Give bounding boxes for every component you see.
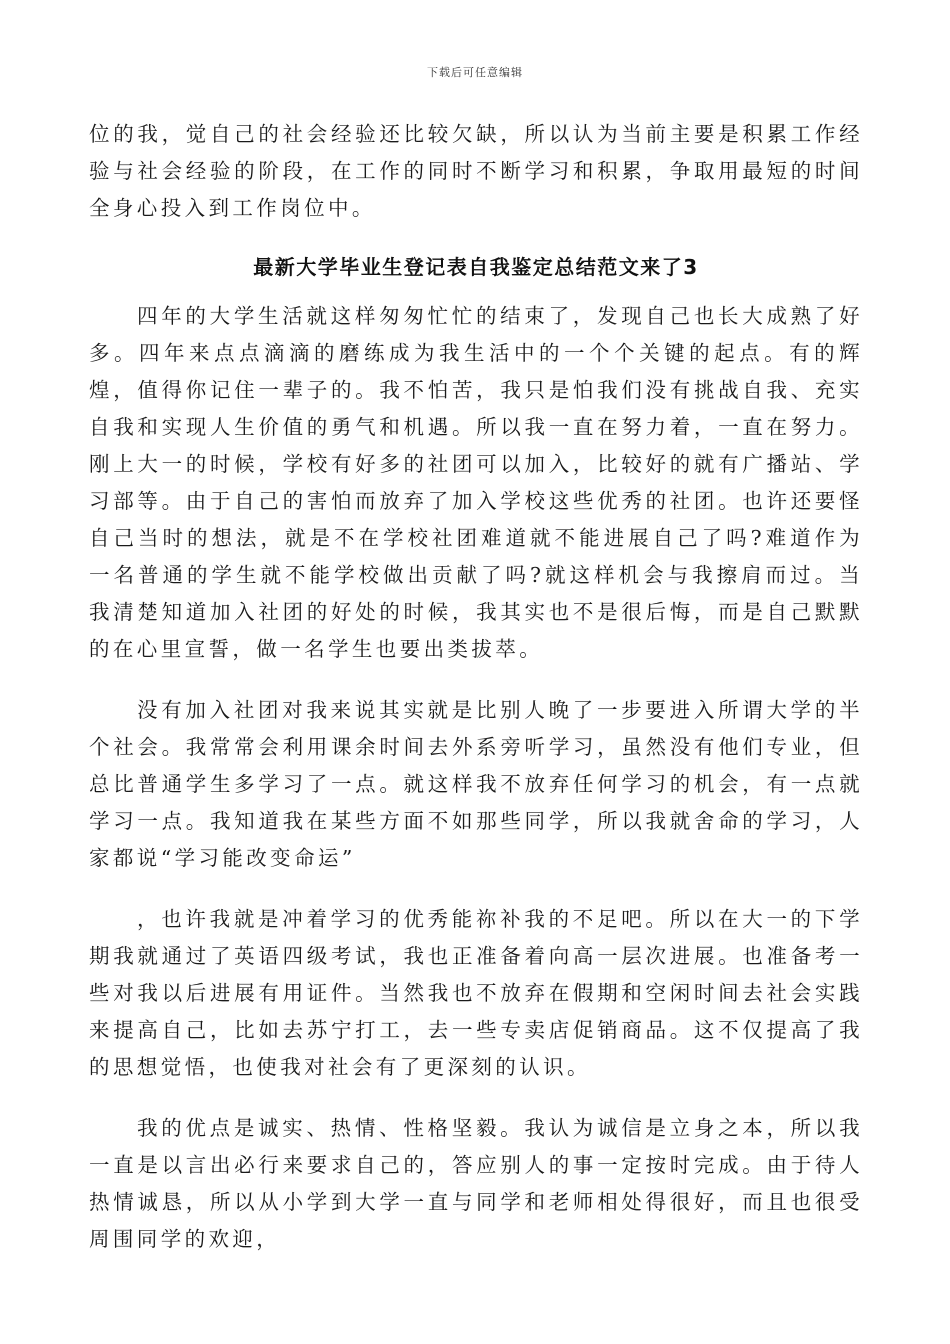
paragraph-2: 没有加入社团对我来说其实就是比别人晚了一步要进入所谓大学的半个社会。我常常会利用课余时间去外系旁听学习，虽然没有他们专业，但总比普通学生多学习了一点。就这样我不放弃任何学习的机会，有一点就学习一点。我知道我在某些方面不如那些同学，所以我就舍命的学习，人家都说“学习能改变命运” <box>89 698 863 870</box>
paragraph-1: 四年的大学生活就这样匆匆忙忙的结束了，发现自己也长大成熟了好多。四年来点点滴滴的磨练成为我生活中的一个个关键的起点。有的辉煌，值得你记住一辈子的。我不怕苦，我只是怕我们没有挑战自我、充实自我和实现人生价值的勇气和机遇。所以我一直在努力着，一直在努力。刚上大一的时候，学校有好多的社团可以加入，比较好的就有广播站、学习部等。由于自己的害怕而放弃了加入学校这些优秀的社团。也许还要怪自己当时的想法，就是不在学校社团难道就不能进展自己了吗?难道作为一名普通的学生就不能学校做出贡献了吗?就这样机会与我擦肩而过。当我清楚知道加入社团的好处的时候，我其实也不是很后悔，而是自己默默的在心里宣誓，做一名学生也要出类拔萃。 <box>89 304 863 661</box>
paragraph-4: 我的优点是诚实、热情、性格坚毅。我认为诚信是立身之本，所以我一直是以言出必行来要求自己的，答应别人的事一定按时完成。由于待人热情诚恳，所以从小学到大学一直与同学和老师相处得很好，而且也很受周围同学的欢迎， <box>89 1116 863 1251</box>
paragraph-3: ，也许我就是冲着学习的优秀能祢补我的不足吧。所以在大一的下学期我就通过了英语四级考试，我也正准备着向高一层次进展。也准备考一些对我以后进展有用证件。当然我也不放弃在假期和空闲时间去社会实践来提高自己，比如去苏宁打工，去一些专卖店促销商品。这不仅提高了我的思想觉悟，也使我对社会有了更深刻的认识。 <box>89 907 863 1079</box>
document-body <box>89 116 863 1258</box>
paragraph-continued: 位的我，觉自己的社会经验还比较欠缺，所以认为当前主要是积累工作经验与社会经验的阶段，在工作的同时不断学习和积累，争取用最短的时间全身心投入到工作岗位中。 <box>89 122 863 220</box>
header-note: 下载后可任意编辑 <box>427 66 523 79</box>
section-title: 最新大学毕业生登记表自我鉴定总结范文来了3 <box>253 255 699 279</box>
